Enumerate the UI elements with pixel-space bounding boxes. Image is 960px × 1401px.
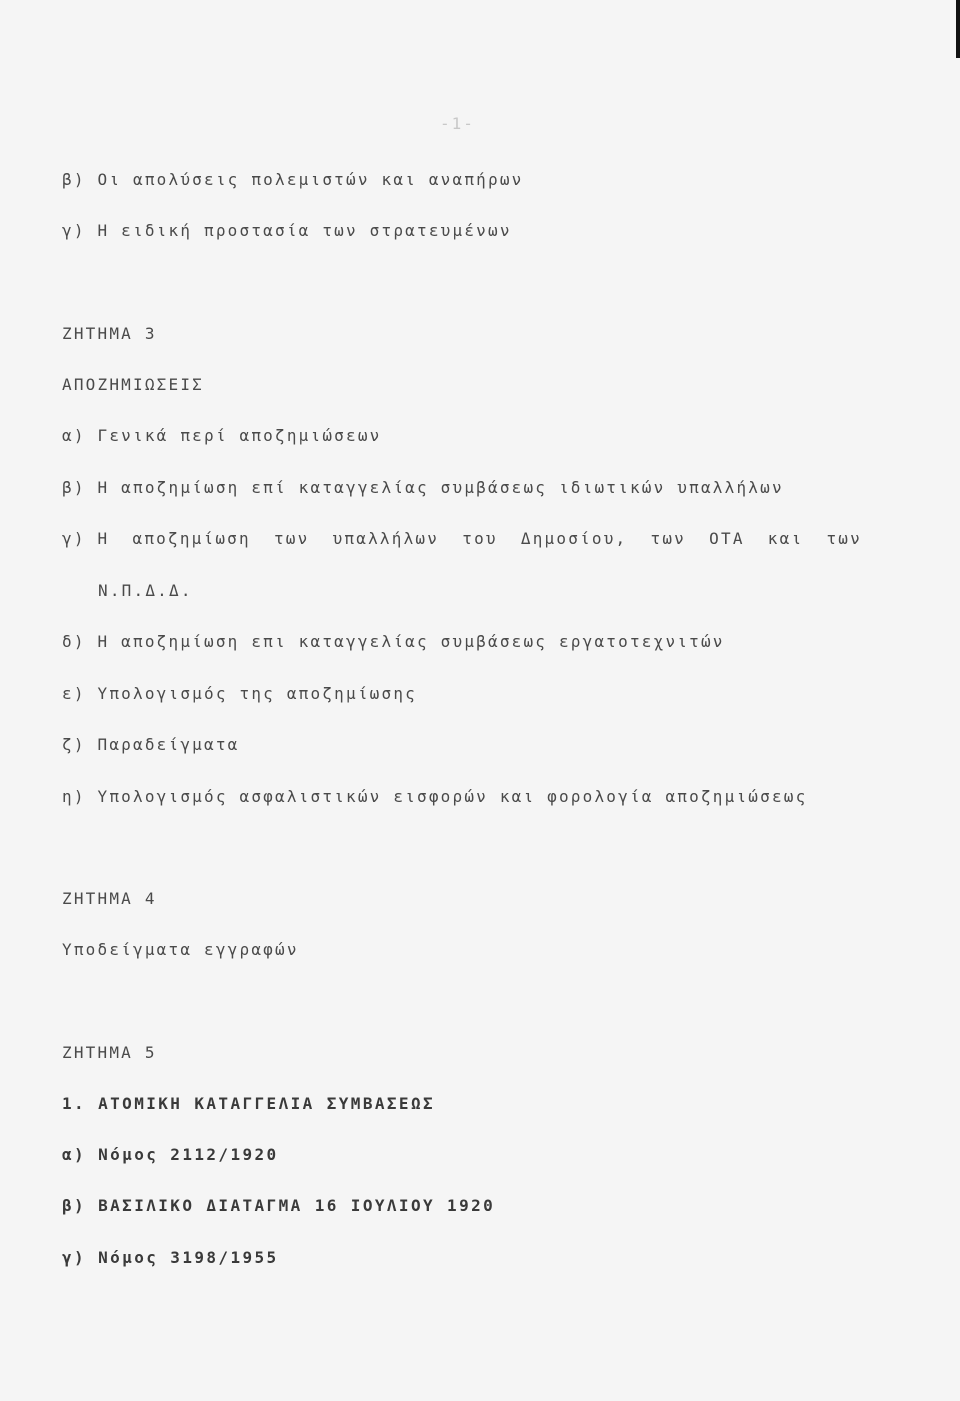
item-gamma-continuation: Ν.Π.Δ.Δ. [98,581,193,600]
page-number: -1- [440,114,475,133]
word: και [767,529,804,548]
word: των [826,529,862,548]
section-title-compensations: ΑΠΟΖΗΜΙΩΣΕΙΣ [62,375,204,394]
item-delta-workers: δ) Η αποζημίωση επι καταγγελίας συμβάσεως εργατοτεχνιτών [62,632,725,651]
word: των [650,529,687,548]
item-gamma-conscripts: γ) Η ειδική προστασία των στρατευμένων [62,221,512,240]
item-eta-contributions: η) Υπολογισμός ασφαλιστικών εισφορών και φορολογία αποζημιώσεως [62,787,808,806]
item-gamma-public-employees [62,529,862,549]
item-zeta-examples: ζ) Παραδείγματα [62,735,240,754]
word: του [462,529,498,548]
item-beta-dismissals: β) Οι απολύσεις πολεμιστών και αναπήρων [62,170,524,189]
word: αποζημίωση [132,529,251,548]
item-royal-decree-1920: β) ΒΑΣΙΛΙΚΟ ΔΙΑΤΑΓΜΑ 16 ΙΟΥΛΙΟΥ 1920 [62,1196,496,1215]
item-individual-termination: 1. ΑΤΟΜΙΚΗ ΚΑΤΑΓΓΕΛΙΑ ΣΥΜΒΑΣΕΩΣ [62,1094,436,1113]
word: Δημοσίου, [520,529,628,548]
word: υπαλλήλων [332,529,440,548]
item-epsilon-calculation: ε) Υπολογισμός της αποζημίωσης [62,684,417,703]
item-alpha-general: α) Γενικά περί αποζημιώσεων [62,426,382,445]
item-entry-templates: Υποδείγματα εγγραφών [62,940,299,959]
item-law-3198-1955: γ) Νόμος 3198/1955 [62,1248,279,1267]
item-beta-private-employees: β) Η αποζημίωση επί καταγγελίας συμβάσεως ιδιωτικών υπαλλήλων [62,478,784,497]
section-heading-3: ΖΗΤΗΜΑ 3 [62,324,157,343]
section-heading-5: ΖΗΤΗΜΑ 5 [62,1043,157,1062]
word: ΟΤΑ [709,529,745,548]
scan-edge-mark [956,0,960,58]
item-law-2112-1920: α) Νόμος 2112/1920 [62,1145,279,1164]
section-heading-4: ΖΗΤΗΜΑ 4 [62,889,157,908]
word: των [273,529,310,548]
word: γ) Η [62,529,110,548]
